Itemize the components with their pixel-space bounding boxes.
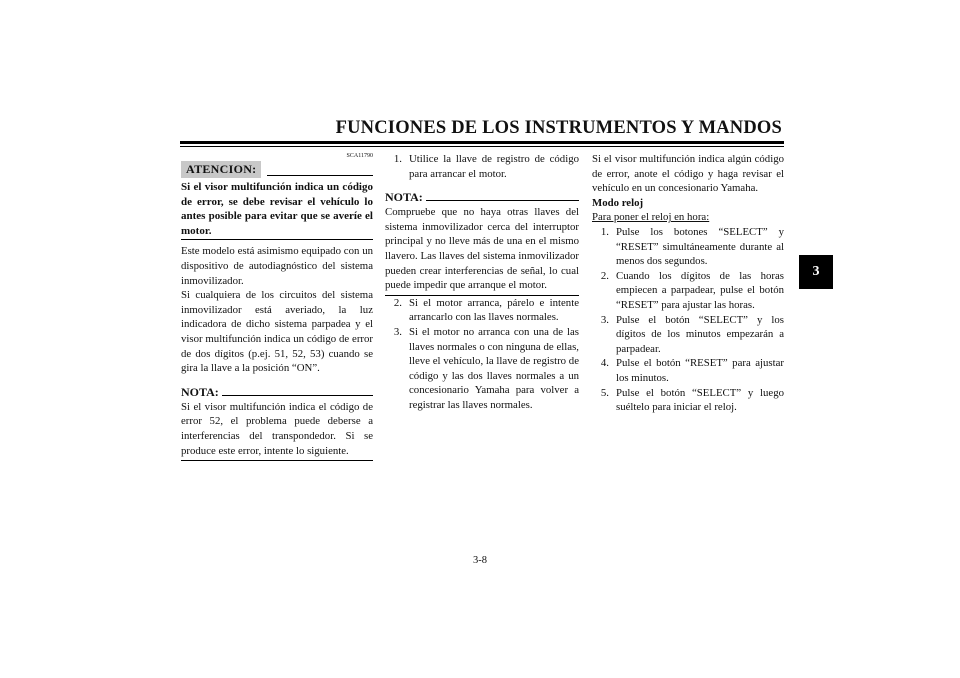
page-number: 3-8 [473, 555, 487, 566]
clock-steps-list [592, 225, 784, 415]
paragraph-intro: Si el visor multifunción indica algún código de error, anote el código y haga revisar el vehículo en un concesionario Yamaha. [592, 153, 784, 195]
nota-label: NOTA: [385, 190, 423, 205]
nota-text: Si el visor multifunción indica el código de error 52, el problema puede deberse a interferencias del transpondedor. Si se produce este error, intente lo siguiente. [181, 400, 373, 461]
list-item [385, 152, 579, 181]
atencion-rule [267, 175, 373, 176]
atencion-label: ATENCION: [181, 161, 261, 178]
step-number: 3. [393, 325, 402, 338]
step-text: Utilice la llave de registro de código para arrancar el motor. [409, 153, 579, 180]
section-title-modo-reloj: Modo reloj [592, 196, 644, 209]
nota-block-1 [181, 385, 373, 461]
step-text: Pulse los botones “SELECT” y “RESET” simultáneamente durante al menos dos segundos. [616, 225, 784, 268]
column-3 [592, 152, 784, 415]
atencion-text: Si el visor multifunción indica un código de error, se debe revisar el vehículo lo antes posible para evitar que se averíe el motor. [181, 180, 373, 240]
step-text: Si el motor arranca, párelo e intente arrancarlo con las llaves normales. [409, 296, 579, 324]
step-number: 3. [600, 313, 609, 326]
steps-list-2 [385, 296, 579, 413]
paragraph-autodiagnosis: Este modelo está asimismo equipado con un dispositivo de autodiagnóstico del sistema inmovilizador. [181, 245, 373, 287]
step-number: 5. [600, 386, 609, 399]
column-2 [385, 152, 579, 413]
subtitle-poner-reloj: Para poner el reloj en hora: [592, 211, 710, 224]
steps-list-1 [385, 152, 579, 181]
step-number: 1. [393, 153, 402, 165]
step-text: Si el motor no arranca con una de las llaves normales o con ninguna de ellas, lleve el vehículo, la llave de registro de código y las dos llaves normales a un concesionario Yamaha para volver a registrar las llaves normales. [409, 325, 579, 411]
step-text: Cuando los dígitos de las horas empiecen a parpadear, pulse el botón “RESET” para ajustar las horas. [616, 269, 784, 311]
step-text: Pulse el botón “SELECT” y luego suéltelo para iniciar el reloj. [616, 386, 784, 414]
list-item [592, 313, 784, 357]
step-number: 1. [600, 225, 609, 238]
step-number: 4. [600, 357, 609, 370]
reference-code: SCA11790 [346, 153, 373, 159]
list-item [592, 386, 784, 415]
atencion-header [181, 161, 373, 178]
list-item [592, 269, 784, 313]
list-item [592, 225, 784, 269]
step-text: Pulse el botón “RESET” para ajustar los minutos. [616, 357, 784, 384]
chapter-tab: 3 [799, 255, 833, 289]
nota-block-2 [385, 190, 579, 296]
paragraph-error-code: Si cualquiera de los circuitos del sistema inmovilizador está averiado, la luz indicadora de dicho sistema parpadea y el visor multifunción indica un código de error de dos dígitos (p.ej. 51, 52, 53) cuando se gira la llave a la posición “ON”. [181, 289, 373, 375]
subtitle-wrapper [592, 210, 784, 225]
step-text: Pulse el botón “SELECT” y los dígitos de los minutos empezarán a parpadear. [616, 313, 784, 355]
nota-rule [426, 200, 579, 201]
list-item [385, 325, 579, 413]
step-number: 2. [393, 296, 402, 309]
column-1 [181, 152, 373, 461]
nota-header [181, 385, 373, 399]
header-rule-thick [180, 141, 784, 144]
step-number: 2. [600, 269, 609, 282]
nota-header [385, 190, 579, 204]
nota-label: NOTA: [181, 384, 219, 399]
list-item [592, 356, 784, 385]
header-rule-thin [180, 146, 784, 147]
nota-rule [222, 395, 373, 396]
list-item [385, 296, 579, 325]
nota-text: Compruebe que no haya otras llaves del sistema inmovilizador cerca del interruptor principal y no lleve más de una en el mismo llavero. Las llaves del sistema inmovilizador pueden crear interferencias de señal, lo cual puede impedir que arranque el motor. [385, 205, 579, 296]
page-header-title: FUNCIONES DE LOS INSTRUMENTOS Y MANDOS [335, 118, 782, 138]
